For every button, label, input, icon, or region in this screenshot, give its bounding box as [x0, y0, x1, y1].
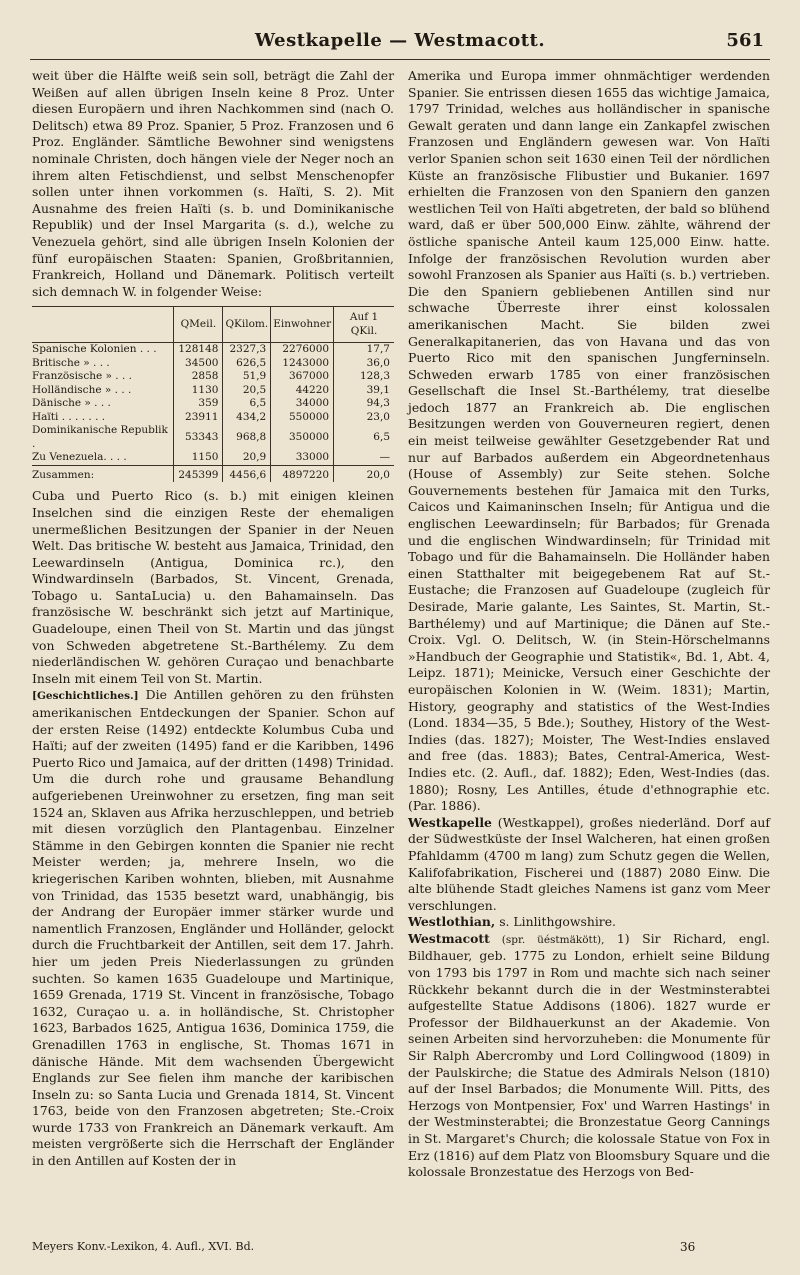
entry-westkapelle	[408, 815, 770, 915]
left-column	[32, 68, 394, 1170]
table-cell: 39,1	[334, 384, 394, 398]
table-cell: 4897220	[271, 465, 334, 482]
table-cell: 44220	[271, 384, 334, 398]
table-header: QMeil.	[174, 307, 223, 343]
table-cell: 434,2	[223, 411, 271, 425]
table-cell: 33000	[271, 451, 334, 465]
paragraph	[32, 687, 394, 1169]
table-cell: Holländische » . . .	[32, 383, 132, 396]
table-cell: 51,9	[223, 370, 271, 384]
table-cell: 626,5	[223, 357, 271, 371]
entry-text: (Westkappel), großes niederländ. Dorf auf der Südwestküste der Insel Walcheren, hat einen großen Pfahldamm (4700 m lang) zum Schutz gegen die Wellen, Kalifofabrikation, Fischerei und (1887) 2080 Einw. Die alte blühende Stadt gleiches Namens ist ganz vom Meer verschlungen.	[408, 814, 770, 913]
table-cell: 20,9	[223, 451, 271, 465]
table-row	[32, 357, 394, 371]
table-cell: 350000	[271, 424, 334, 451]
entry-text: 1) Sir Richard, engl. Bildhauer, geb. 1775 zu London, erhielt seine Bildung von 1793 bis 1797 in Rom und machte sich nach seiner Rückkehr bekannt durch die in der Westminsterabtei aufgestellte Statue Addisons (1806). 1827 wurde er Professor der Bildhauerkunst an der Akademie. Von seinen Arbeiten sind hervorzuheben: die Monumente für Sir Ralph Abercromby und Lord Collingwood (1809) in der Paulskirche; die Statue des Admirals Nelson (1810) auf der Insel Barbados; die Monumente Will. Pitts, des Herzogs von Montpensier, Fox' und Warren Hastings' in der Westminsterabtei; die Bronzestatue Georg Cannings in St. Margaret's Church; die kolossale Statue von Fox in Erz (1816) auf dem Platz von Bloomsbury Square und die kolossale Bronzestatue des Herzogs von Bed-	[408, 930, 770, 1180]
table-body	[32, 343, 394, 483]
table-cell: Haïti . . . . . . .	[32, 410, 106, 423]
table-cell: 1130	[174, 384, 223, 398]
table-row	[32, 384, 394, 398]
entry-headword: Westmacott	[408, 930, 490, 946]
right-column	[408, 68, 770, 1181]
entry-headword: Westkapelle	[408, 814, 492, 830]
table-cell: Dominikanische Republik .	[32, 424, 168, 450]
entry-westlothian	[408, 914, 770, 931]
table-cell: Zusammen:	[32, 465, 174, 482]
table-row	[32, 411, 394, 425]
table-cell: 53343	[174, 424, 223, 451]
table-cell: 20,5	[223, 384, 271, 398]
table-cell: 2276000	[271, 343, 334, 357]
table-row	[32, 451, 394, 465]
table-cell: 4456,6	[223, 465, 271, 482]
entry-westmacott	[408, 931, 770, 1181]
header-rule	[30, 59, 770, 60]
table-header: QKilom.	[223, 307, 271, 343]
page-header	[30, 24, 770, 60]
paragraph: Cuba und Puerto Rico (s. b.) mit einigen kleinen Inselchen sind die einzigen Reste der ehemaligen unermeßlichen Besitzungen der Spanier in der Neuen Welt. Das britische W. besteht aus Jamaica, Trinidad, den Leewardinseln (Antigua, Dominica rc.), den Windwardinseln (Barbados, St. Vincent, Grenada, Tobago u. SantaLucia) u. den Bahamainseln. Das französische W. beschränkt sich jetzt auf Martinique, Guadeloupe, einen Theil von St. Martin und das jüngst von Schweden abgetretene St.-Barthélemy. Zu dem niederländischen W. gehören Curaçao und benachbarte Inseln mit einem Teil von St. Martin.	[32, 488, 394, 686]
table-cell: 128,3	[334, 370, 394, 384]
table-cell: Zu Venezuela. . . .	[32, 451, 127, 464]
table-cell: 94,3	[334, 397, 394, 411]
entry-headword: Westlothian,	[408, 914, 496, 930]
table-header-row	[32, 307, 394, 343]
table-cell: 367000	[271, 370, 334, 384]
table-cell: Spanische Kolonien . . .	[32, 343, 157, 356]
footer-source: Meyers Konv.-Lexikon, 4. Aufl., XVI. Bd.	[32, 1240, 255, 1253]
table-cell: 359	[174, 397, 223, 411]
footer-signature: 36	[680, 1240, 696, 1254]
paragraph-text: Die Antillen gehören zu den frühsten amerikanischen Entdeckungen der Spanier. Schon auf der ersten Reise (1492) entdeckte Kolumbus Cuba und Haïti; auf der zweiten (1495) fand er die Karibben, 1496 Puerto Rico und Jamaica, auf der dritten (1498) Trinidad. Um die durch rohe und grausame Behandlung aufgeriebenen Ureinwohner zu ersetzen, fing man seit 1524 an, Sklaven aus Afrika herzuschleppen, und betrieb mit diesen vorzüglich den Plantagenbau. Einzelner Stämme in den Gebirgen konnten die Spanier nie recht Meister werden; ja, mehrere Inseln, wo die kriegerischen Kariben wohnten, blieben, mit Ausnahme von Trinidad, das 1535 besetzt ward, unabhängig, bis der Andrang der Europäer immer stärker wurde und namentlich Franzosen, Engländer und Holländer, gelockt durch die Fruchtbarkeit der Antillen, seit dem 17. Jahrh. hier um jeden Preis Niederlassungen zu gründen suchten. So kamen 1635 Guadeloupe und Martinique, 1659 Grenada, 1719 St. Vincent in französische, Tobago 1632, Curaçao u. a. in holländische, St. Christopher 1623, Barbados 1625, Antigua 1636, Dominica 1759, die Grenadillen 1763 in englische, St. Thomas 1671 in dänische Hände. Mit dem wachsenden Übergewicht Englands zur See fielen ihm manche der karibischen Inseln zu: so Santa Lucia und Grenada 1814, St. Vincent 1763, beide von den Franzosen abgetreten; Ste.-Croix wurde 1733 von Frankreich an Dänemark verkauft. Am meisten vergrößerte sich die Herrschaft der Engländer in den Antillen auf Kosten der in	[32, 687, 394, 1169]
table-cell: 23911	[174, 411, 223, 425]
table-cell: 17,7	[334, 343, 394, 357]
table-header: Auf 1 QKil.	[334, 307, 394, 343]
table-row	[32, 424, 394, 451]
table-sum-row	[32, 465, 394, 482]
page-number: 561	[726, 30, 764, 51]
table-cell: 1243000	[271, 357, 334, 371]
table-cell: Französische » . . .	[32, 370, 132, 383]
table-cell: 968,8	[223, 424, 271, 451]
table-cell: Dänische » . . .	[32, 397, 111, 410]
table-cell: 2858	[174, 370, 223, 384]
table-header	[32, 307, 174, 343]
table-cell: —	[334, 451, 394, 465]
table-row	[32, 343, 394, 357]
table-cell: 36,0	[334, 357, 394, 371]
paragraph: weit über die Hälfte weiß sein soll, beträgt die Zahl der Weißen auf allen übrigen Inseln keine 8 Proz. Unter diesen Europäern und ihren Nachkommen sind (nach O. Delitsch) etwa 89 Proz. Spanier, 5 Proz. Franzosen und 6 Proz. Engländer. Sämtliche Bewohner sind wenigstens nominale Christen, doch hängen viele der Neger noch an ihrem alten Fetischdienst, und selbst Menschenopfer sollen unter ihnen vorkommen (s. Haïti, S. 2). Mit Ausnahme des freien Haïti (s. b. und Dominikanische Republik) und der Insel Margarita (s. d.), welche zu Venezuela gehört, sind alle übrigen Inseln Kolonien der fünf europäischen Staaten: Spanien, Großbritannien, Frankreich, Holland und Dänemark. Politisch verteilt sich demnach W. in folgender Weise:	[32, 68, 394, 299]
table-cell: 23,0	[334, 411, 394, 425]
table-cell: Britische » . . .	[32, 356, 110, 369]
table-header: Einwohner	[271, 307, 334, 343]
statistics-table	[32, 306, 394, 482]
table-cell: 550000	[271, 411, 334, 425]
table-cell: 6,5	[223, 397, 271, 411]
table-cell: 128148	[174, 343, 223, 357]
table-cell: 1150	[174, 451, 223, 465]
table-cell: 34500	[174, 357, 223, 371]
pronunciation: (spr. üéstmäkött),	[489, 933, 605, 946]
paragraph: Amerika und Europa immer ohnmächtiger werdenden Spanier. Sie entrissen diesen 1655 das wichtige Jamaica, 1797 Trinidad, welches aus holländischer in spanische Gewalt geraten und dann lange ein Zankapfel zwischen Franzosen und Engländern gewesen war. Von Haïti verlor Spanien schon seit 1630 einen Teil der nördlichen Küste an französische Flibustier und Bukanier. 1697 erhielten die Franzosen von den Spaniern den ganzen westlichen Teil von Haïti abgetreten, der bald so blühend ward, daß er über 500,000 Einw. zählte, während der östliche spanische Anteil kaum 125,000 Einw. hatte. Infolge der französischen Revolution wurden aber sowohl Franzosen als Spanier aus Haïti (s. b.) vertrieben. Die den Spaniern gebliebenen Antillen sind nur schwache Überreste ihrer einst kolossalen amerikanischen Macht. Sie bilden zwei Generalkapitanerien, das von Havana und das von Puerto Rico mit den spanischen Jungferninseln. Schweden erwarb 1785 von einer französischen Gesellschaft die Insel St.-Barthélemy, trat dieselbe jedoch 1877 an Frankreich ab. Die englischen Besitzungen werden von Gouverneuren regiert, denen ein meist teilweise gewählter Gesetzgebender Rat und nur auf Barbados außerdem ein Abgeordnetenhaus (House of Assembly) zur Seite stehen. Solche Gouvernements bestehen für Jamaica mit den Turks, Caicos und Kaimaninschen Inseln; für Antigua und die englischen Leewardinseln; für Barbados; für Grenada und die englischen Windwardinseln; für Trinidad mit Tobago und für die Bahamainseln. Die Holländer haben einen Statthalter mit beigegebenem Rat auf St.-Eustache; die Franzosen auf Guadeloupe (zugleich für Desirade, Marie galante, Les Saintes, St. Martin, St.-Barthélemy) und auf Martinique; die Dänen auf Ste.-Croix. Vgl. O. Delitsch, W. (in Stein-Hörschelmanns »Handbuch der Geographie und Statistik«, Bd. 1, Abt. 4, Leipz. 1871); Meinicke, Versuch einer Geschichte der europäischen Kolonien in W. (Weim. 1831); Martin, History, geography and statistics of the West-Indies (Lond. 1834—35, 5 Bde.); Southey, History of the West-Indies (das. 1827); Moister, The West-Indies enslaved and free (das. 1883); Bates, Central-America, West-Indies etc. (2. Aufl., daf. 1882); Eden, West-Indies (das. 1880); Rosny, Les Antilles, étude d'ethnographie etc. (Par. 1886).	[408, 68, 770, 814]
table-cell: 6,5	[334, 424, 394, 451]
table-cell: 2327,3	[223, 343, 271, 357]
table-row	[32, 397, 394, 411]
table-cell: 245399	[174, 465, 223, 482]
table-cell: 20,0	[334, 465, 394, 482]
table-row	[32, 370, 394, 384]
entry-text: s. Linlithgowshire.	[495, 914, 616, 930]
running-title: Westkapelle — Westmacott.	[254, 30, 546, 51]
table-cell: 34000	[271, 397, 334, 411]
section-label: [Geschichtliches.]	[32, 690, 139, 703]
